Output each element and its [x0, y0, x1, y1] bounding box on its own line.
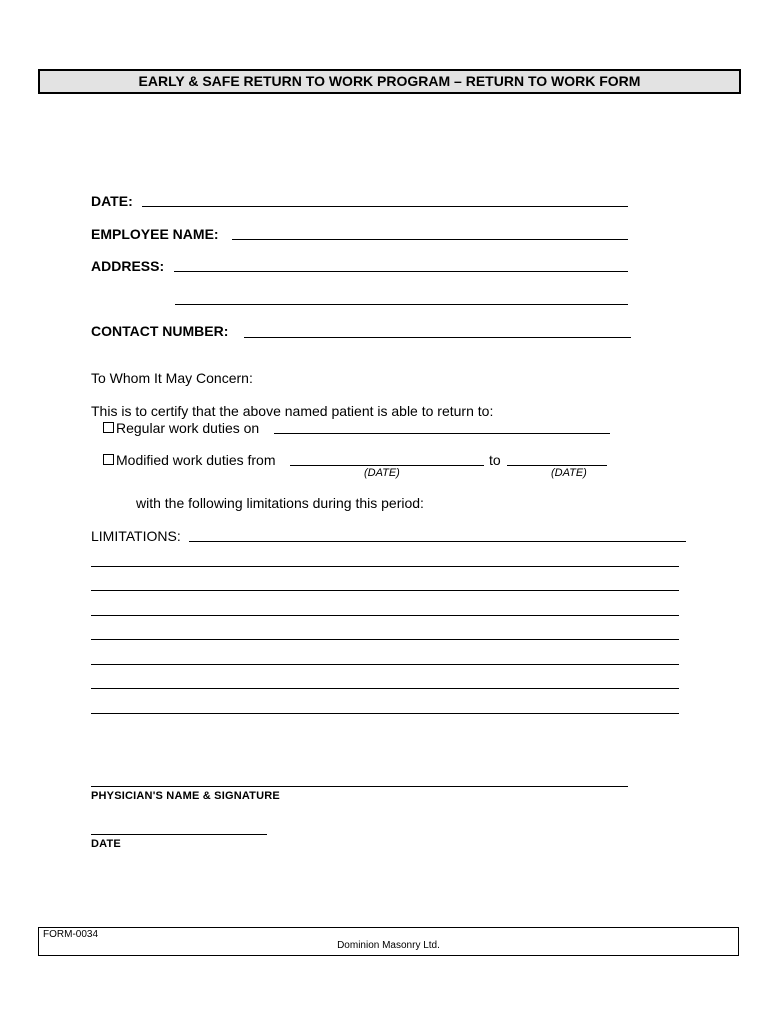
- modified-duties-checkbox[interactable]: [103, 454, 114, 465]
- certify-text: This is to certify that the above named patient is able to return to:: [91, 403, 494, 419]
- employee-name-field-line[interactable]: [232, 239, 628, 240]
- footer-box: [38, 927, 739, 956]
- limitations-label: LIMITATIONS:: [91, 528, 181, 544]
- limitations-line-1[interactable]: [189, 541, 686, 542]
- modified-duties-label: Modified work duties from: [116, 452, 276, 468]
- form-number: FORM-0034: [43, 929, 99, 940]
- limitations-line-5[interactable]: [91, 639, 679, 640]
- date-caption-from: (DATE): [364, 467, 400, 479]
- date-caption-to: (DATE): [551, 467, 587, 479]
- limitations-line-3[interactable]: [91, 590, 679, 591]
- limitations-line-2[interactable]: [91, 566, 679, 567]
- contact-number-field-line[interactable]: [244, 337, 631, 338]
- modified-to-date-line[interactable]: [507, 465, 607, 466]
- limitations-line-4[interactable]: [91, 615, 679, 616]
- address-field-line-1[interactable]: [174, 271, 628, 272]
- modified-duties-option[interactable]: [103, 452, 276, 468]
- salutation-text: To Whom It May Concern:: [91, 370, 253, 386]
- regular-duties-option[interactable]: [103, 420, 259, 436]
- date-label: DATE:: [91, 193, 133, 209]
- modified-from-date-line[interactable]: [290, 465, 484, 466]
- physician-signature-line[interactable]: [91, 786, 628, 787]
- limitations-intro-text: with the following limitations during this period:: [136, 495, 424, 511]
- regular-duties-date-line[interactable]: [274, 433, 610, 434]
- address-field-line-2[interactable]: [175, 304, 628, 305]
- contact-number-label: CONTACT NUMBER:: [91, 323, 229, 339]
- company-name: Dominion Masonry Ltd.: [337, 940, 440, 951]
- physician-label: PHYSICIAN'S NAME & SIGNATURE: [91, 790, 280, 802]
- limitations-line-7[interactable]: [91, 688, 679, 689]
- to-word: to: [489, 452, 501, 468]
- regular-duties-checkbox[interactable]: [103, 422, 114, 433]
- form-title: EARLY & SAFE RETURN TO WORK PROGRAM – RETURN TO WORK FORM: [38, 69, 741, 94]
- regular-duties-label: Regular work duties on: [116, 420, 260, 436]
- date-field-line[interactable]: [142, 206, 628, 207]
- employee-name-label: EMPLOYEE NAME:: [91, 226, 219, 242]
- address-label: ADDRESS:: [91, 258, 165, 274]
- bottom-date-line[interactable]: [91, 834, 267, 835]
- bottom-date-label: DATE: [91, 838, 121, 850]
- limitations-line-6[interactable]: [91, 664, 679, 665]
- limitations-line-8[interactable]: [91, 713, 679, 714]
